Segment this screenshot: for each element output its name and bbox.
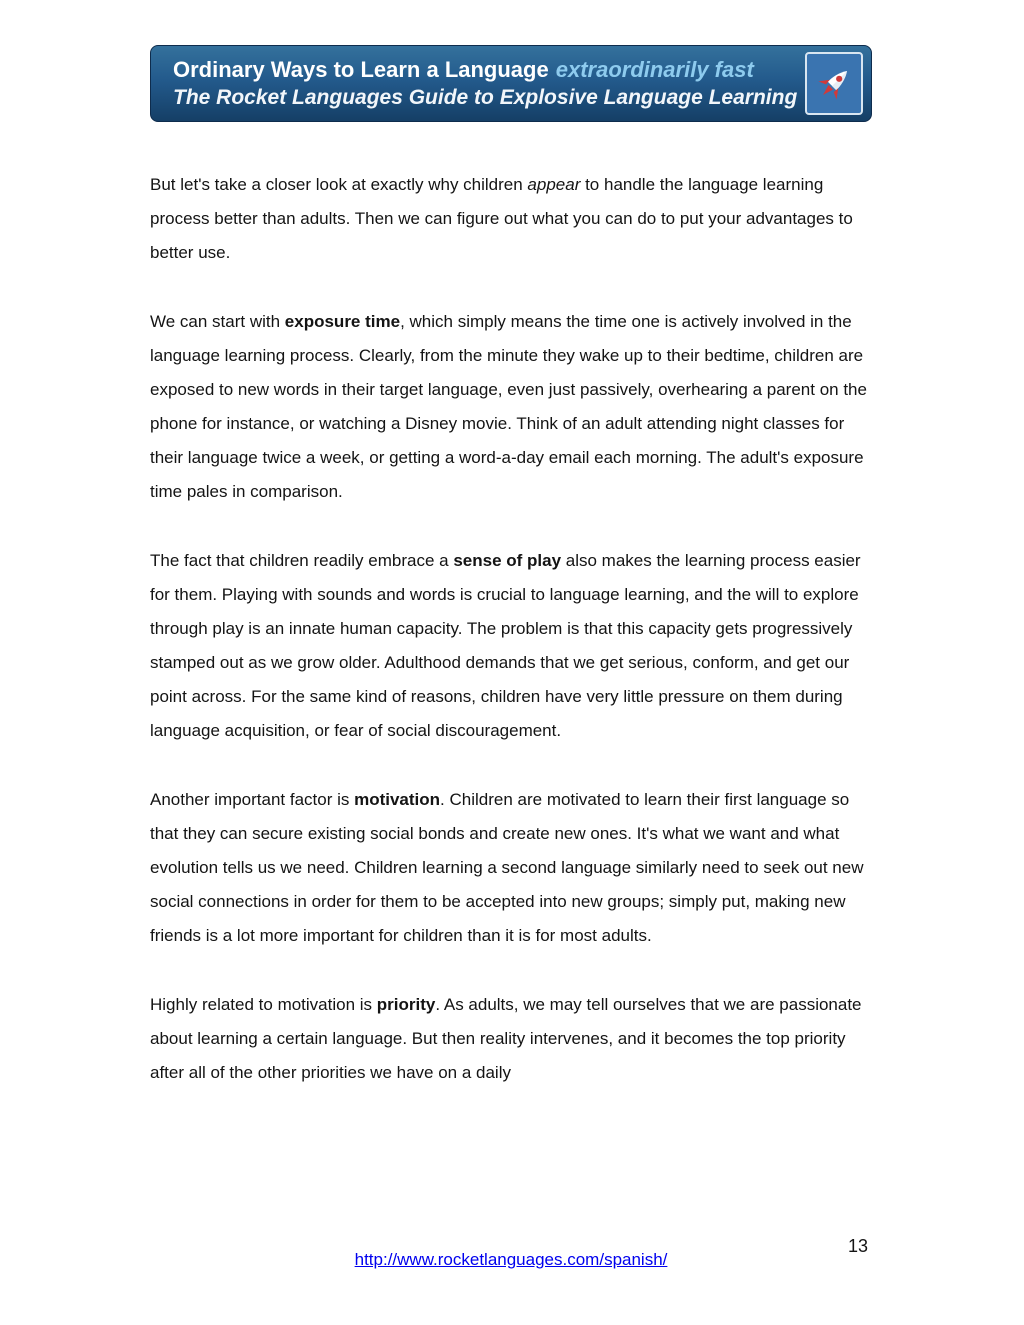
text-segment: motivation <box>354 790 441 809</box>
page-number: 13 <box>847 1236 868 1256</box>
text-segment: to handle the language learning process better than adults. Then we can figure out what you can do to put your advantages to better use. <box>150 175 853 262</box>
banner-title: Ordinary Ways to Learn a Language <box>173 57 549 82</box>
text-segment: Another important factor is <box>150 790 355 809</box>
text-segment: also makes the learning process easier for them. Playing with sounds and words is crucial to language learning, and the will to explore through play is an innate human capacity. The problem is that this capacity gets progressively stamped out as we grow older. Adulthood demands that we get serious, conform, and get our point across. For the same kind of reasons, children have very little pressure on them during language acquisition, or fear of social discouragement. <box>150 551 861 740</box>
rocket-icon <box>805 52 863 115</box>
paragraph <box>150 305 872 509</box>
paragraph <box>150 988 872 1090</box>
banner-title-accent: extraordinarily fast <box>555 57 754 82</box>
text-segment: , which simply means the time one is actively involved in the language learning process. Clearly, from the minute they wake up to their bedtime, children are exposed to new words in their target language, even just passively, overhearing a parent on the phone for instance, or watching a Disney movie. Think of an adult attending night classes for their language twice a week, or getting a word-a-day email each morning. The adult's exposure time pales in comparison. <box>150 312 867 501</box>
text-segment: priority <box>376 995 436 1014</box>
header-banner <box>150 45 872 122</box>
paragraph <box>150 783 872 953</box>
text-segment: . Children are motivated to learn their first language so that they can secure existing social bonds and create new ones. It's what we want and what evolution tells us we need. Children learning a second language similarly need to seek out new social connections in order for them to be accepted into new groups; simply put, making new friends is a lot more important for children than it is for most adults. <box>150 790 864 945</box>
banner-text <box>173 56 797 111</box>
text-segment: . As adults, we may tell ourselves that we are passionate about learning a certain language. But then reality intervenes, and it becomes the top priority after all of the other priorities we have on a daily <box>150 995 862 1082</box>
text-segment: But let's take a closer look at exactly why children <box>150 175 528 194</box>
text-segment: We can start with <box>150 312 285 331</box>
page-body <box>150 168 872 1125</box>
paragraph <box>150 544 872 748</box>
text-segment: appear <box>527 175 581 194</box>
paragraph <box>150 168 872 270</box>
text-segment: The fact that children readily embrace a <box>150 551 454 570</box>
footer-link[interactable]: http://www.rocketlanguages.com/spanish/ <box>354 1250 668 1269</box>
text-segment: Highly related to motivation is <box>150 995 377 1014</box>
banner-subtitle: The Rocket Languages Guide to Explosive Language Learning <box>173 86 798 109</box>
text-segment: exposure time <box>284 312 401 331</box>
banner-title-line <box>173 56 797 84</box>
text-segment: sense of play <box>453 551 562 570</box>
page-footer <box>150 1236 872 1283</box>
rocket-icon-graphic <box>812 60 856 108</box>
